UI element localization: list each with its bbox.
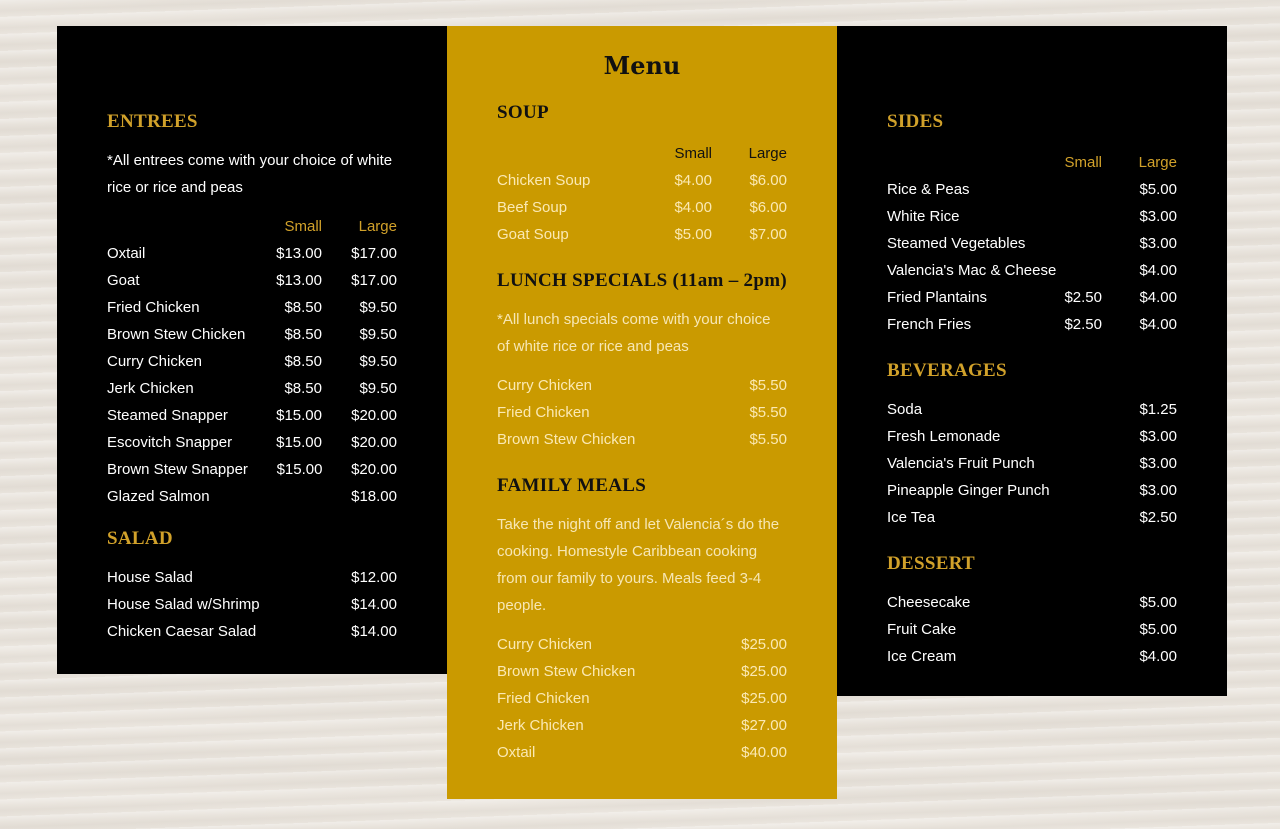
menu-item-row <box>887 257 1177 284</box>
menu-item-name: Oxtail <box>107 245 146 262</box>
menu-item-name: House Salad <box>107 569 193 586</box>
menu-item-large: $6.00 <box>749 172 787 189</box>
menu-item-row <box>887 589 1177 616</box>
soup-section <box>497 100 787 248</box>
menu-item-row <box>107 456 397 483</box>
menu-item-small: $13.00 <box>276 245 322 262</box>
menu-item-large: $5.00 <box>1139 594 1177 611</box>
entrees-section <box>107 109 397 510</box>
menu-item-name: Curry Chicken <box>497 636 593 653</box>
menu-item-name: Jerk Chicken <box>497 717 584 734</box>
soup-header-small: Small <box>674 145 712 162</box>
salad-list <box>107 564 397 645</box>
menu-item-large: $5.00 <box>1139 621 1177 638</box>
entrees-header-small: Small <box>284 218 322 235</box>
menu-item-row <box>887 504 1177 531</box>
menu-item-large: $6.00 <box>749 199 787 216</box>
menu-item-row <box>497 167 787 194</box>
menu-item-row <box>887 176 1177 203</box>
menu-item-small <box>637 685 712 712</box>
menu-item-small <box>1027 176 1102 203</box>
menu-item-small <box>247 483 322 510</box>
menu-item-large: $3.00 <box>1139 208 1177 225</box>
menu-item-name: Fried Chicken <box>107 299 200 316</box>
menu-item-small <box>637 658 712 685</box>
menu-item-large: $9.50 <box>359 299 397 316</box>
menu-item-name: Soda <box>887 401 923 418</box>
menu-item-small <box>1050 477 1114 504</box>
menu-item-row <box>107 618 397 645</box>
menu-item-row <box>107 348 397 375</box>
family-title: FAMILY MEALS <box>497 475 647 496</box>
menu-item-large: $9.50 <box>359 353 397 370</box>
menu-item-large: $5.50 <box>749 431 787 448</box>
soup-header-row <box>497 140 787 167</box>
menu-item-row <box>497 372 787 399</box>
specials-panel <box>447 26 837 799</box>
menu-item-large: $20.00 <box>351 461 397 478</box>
menu-item-name: Beef Soup <box>497 199 568 216</box>
menu-item-large: $3.00 <box>1139 235 1177 252</box>
menu-title: Menu <box>603 51 681 80</box>
menu-item-large: $17.00 <box>351 272 397 289</box>
soup-title: SOUP <box>497 102 549 123</box>
menu-item-large: $25.00 <box>741 690 787 707</box>
soup-list <box>497 167 787 248</box>
menu-item-row <box>497 194 787 221</box>
menu-item-large: $27.00 <box>741 717 787 734</box>
sides-list <box>887 176 1177 338</box>
menu-item-row <box>497 658 787 685</box>
menu-item-name: Goat <box>107 272 140 289</box>
menu-item-large: $4.00 <box>1139 289 1177 306</box>
menu-item-small <box>637 426 712 453</box>
menu-item-row <box>107 294 397 321</box>
menu-item-small: $15.00 <box>276 407 322 424</box>
menu-item-large: $17.00 <box>351 245 397 262</box>
beverages-list <box>887 396 1177 531</box>
menu-item-row <box>887 203 1177 230</box>
menu-item-row <box>887 643 1177 670</box>
menu-item-name: Valencia's Fruit Punch <box>887 455 1035 472</box>
menu-item-small: $4.00 <box>674 172 712 189</box>
dessert-title: DESSERT <box>887 553 976 574</box>
dessert-section <box>887 551 1177 670</box>
menu-item-small: $4.00 <box>674 199 712 216</box>
menu-item-large: $40.00 <box>741 744 787 761</box>
menu-item-row <box>107 240 397 267</box>
menu-item-name: Jerk Chicken <box>107 380 194 397</box>
menu-item-small <box>1027 423 1102 450</box>
menu-item-name: Pineapple Ginger Punch <box>887 482 1050 499</box>
sides-header-large: Large <box>1138 154 1177 171</box>
menu-item-large: $25.00 <box>741 636 787 653</box>
menu-item-name: Curry Chicken <box>497 377 593 394</box>
menu-item-name: Glazed Salmon <box>107 488 210 505</box>
beverages-title: BEVERAGES <box>887 360 1007 381</box>
menu-item-name: White Rice <box>887 208 960 225</box>
menu-item-row <box>107 402 397 429</box>
menu-item-large: $4.00 <box>1139 316 1177 333</box>
lunch-list <box>497 372 787 453</box>
entrees-list <box>107 240 397 510</box>
menu-item-large: $5.50 <box>749 404 787 421</box>
menu-item-row <box>887 230 1177 257</box>
menu-item-small: $15.00 <box>276 461 323 478</box>
sides-header-small: Small <box>1064 154 1102 171</box>
sides-title: SIDES <box>887 111 944 132</box>
menu-item-small: $8.50 <box>284 380 322 397</box>
menu-item-large: $20.00 <box>351 407 397 424</box>
entrees-title: ENTREES <box>107 111 198 132</box>
menu-item-name: Fried Chicken <box>497 404 590 421</box>
menu-item-small <box>256 618 326 645</box>
menu-item-large: $2.50 <box>1139 509 1177 526</box>
menu-item-row <box>887 450 1177 477</box>
menu-item-row <box>887 396 1177 423</box>
sides-section <box>887 109 1177 338</box>
menu-item-name: Fresh Lemonade <box>887 428 1001 445</box>
menu-item-small: $8.50 <box>284 353 322 370</box>
menu-item-name: Oxtail <box>497 744 536 761</box>
menu-item-large: $1.25 <box>1139 401 1177 418</box>
menu-item-large: $12.00 <box>351 569 397 586</box>
menu-item-small <box>1027 203 1102 230</box>
menu-item-name: Steamed Vegetables <box>887 235 1026 252</box>
menu-item-row <box>887 477 1177 504</box>
menu-item-name: Fruit Cake <box>887 621 957 638</box>
menu-item-small <box>1027 589 1102 616</box>
menu-item-large: $25.00 <box>741 663 787 680</box>
menu-item-row <box>497 631 787 658</box>
menu-item-small <box>637 372 712 399</box>
entrees-panel <box>57 26 447 674</box>
menu-item-small <box>637 399 712 426</box>
menu-item-small <box>1027 643 1102 670</box>
menu-item-row <box>887 616 1177 643</box>
menu-item-small <box>1027 396 1102 423</box>
menu-item-name: Ice Tea <box>887 509 936 526</box>
menu-item-row <box>887 423 1177 450</box>
menu-item-name: Brown Stew Chicken <box>497 663 636 680</box>
menu-item-name: Goat Soup <box>497 226 569 243</box>
menu-item-large: $18.00 <box>351 488 397 505</box>
menu-item-row <box>497 685 787 712</box>
menu-item-name: Chicken Soup <box>497 172 591 189</box>
menu-item-small: $5.00 <box>674 226 712 243</box>
entrees-header-row <box>107 213 397 240</box>
menu-item-small <box>1027 616 1102 643</box>
dessert-list <box>887 589 1177 670</box>
menu-item-name: Cheesecake <box>887 594 971 611</box>
menu-item-large: $4.00 <box>1139 648 1177 665</box>
menu-item-small: $15.00 <box>276 434 322 451</box>
menu-item-name: Steamed Snapper <box>107 407 228 424</box>
menu-item-large: $9.50 <box>359 326 397 343</box>
entrees-header-large: Large <box>358 218 397 235</box>
menu-item-small: $8.50 <box>284 326 322 343</box>
menu-item-small <box>247 564 322 591</box>
menu-item-large: $5.50 <box>749 377 787 394</box>
menu-item-small <box>1027 504 1102 531</box>
menu-item-row <box>107 321 397 348</box>
menu-item-row <box>107 564 397 591</box>
menu-item-name: Valencia's Mac & Cheese <box>887 262 1057 279</box>
menu-item-row <box>497 426 787 453</box>
family-list <box>497 631 787 766</box>
salad-section <box>107 526 397 645</box>
entrees-note: *All entrees come with your choice of white rice or rice and peas <box>107 152 393 196</box>
menu-item-row <box>107 429 397 456</box>
menu-item-large: $14.00 <box>351 596 397 613</box>
menu-item-name: Fried Chicken <box>497 690 590 707</box>
menu-item-small <box>637 631 712 658</box>
menu-item-small: $8.50 <box>284 299 322 316</box>
menu-item-small: $2.50 <box>1064 316 1102 333</box>
sides-header-row <box>887 149 1177 176</box>
menu-item-row <box>107 375 397 402</box>
menu-item-large: $7.00 <box>749 226 787 243</box>
soup-header-large: Large <box>748 145 787 162</box>
menu-item-large: $9.50 <box>359 380 397 397</box>
menu-item-row <box>497 221 787 248</box>
menu-item-row <box>107 591 397 618</box>
menu-item-small <box>1027 230 1102 257</box>
menu-item-row <box>107 267 397 294</box>
menu-item-large: $5.00 <box>1139 181 1177 198</box>
lunch-title: LUNCH SPECIALS (11am – 2pm) <box>497 270 787 291</box>
sides-panel <box>837 26 1227 696</box>
menu-item-name: French Fries <box>887 316 972 333</box>
lunch-section <box>497 268 787 453</box>
menu-item-name: Ice Cream <box>887 648 957 665</box>
menu-item-small: $2.50 <box>1064 289 1102 306</box>
salad-title: SALAD <box>107 528 173 549</box>
menu-item-small: $13.00 <box>276 272 322 289</box>
lunch-note: *All lunch specials come with your choice of white rice or rice and peas <box>497 311 771 355</box>
menu-item-small <box>1035 450 1106 477</box>
menu-item-name: Fried Plantains <box>887 289 988 306</box>
menu-item-name: House Salad w/Shrimp <box>107 596 260 613</box>
menu-item-name: Brown Stew Chicken <box>497 431 636 448</box>
menu-item-name: Chicken Caesar Salad <box>107 623 257 640</box>
menu-item-row <box>107 483 397 510</box>
menu-item-name: Brown Stew Snapper <box>107 461 248 478</box>
family-section <box>497 473 787 766</box>
menu-item-row <box>887 284 1177 311</box>
menu-item-large: $20.00 <box>351 434 397 451</box>
menu-item-name: Escovitch Snapper <box>107 434 233 451</box>
menu-item-small <box>1056 257 1116 284</box>
menu-item-small <box>637 712 712 739</box>
menu-item-small <box>260 591 329 618</box>
menu-item-row <box>887 311 1177 338</box>
family-note: Take the night off and let Valencia´s do the cooking. Homestyle Caribbean cooking from our family to yours. Meals feed 3-4 people. <box>497 516 780 614</box>
beverages-section <box>887 358 1177 531</box>
menu-item-name: Brown Stew Chicken <box>107 326 246 343</box>
menu-item-large: $3.00 <box>1139 428 1177 445</box>
menu-item-row <box>497 399 787 426</box>
menu-item-row <box>497 712 787 739</box>
menu-item-small <box>637 739 712 766</box>
menu-item-large: $3.00 <box>1139 482 1177 499</box>
menu-item-name: Rice & Peas <box>887 181 970 198</box>
menu-item-large: $3.00 <box>1139 455 1177 472</box>
menu-item-row <box>497 739 787 766</box>
menu-item-large: $14.00 <box>351 623 397 640</box>
menu-item-name: Curry Chicken <box>107 353 203 370</box>
menu-item-large: $4.00 <box>1139 262 1177 279</box>
